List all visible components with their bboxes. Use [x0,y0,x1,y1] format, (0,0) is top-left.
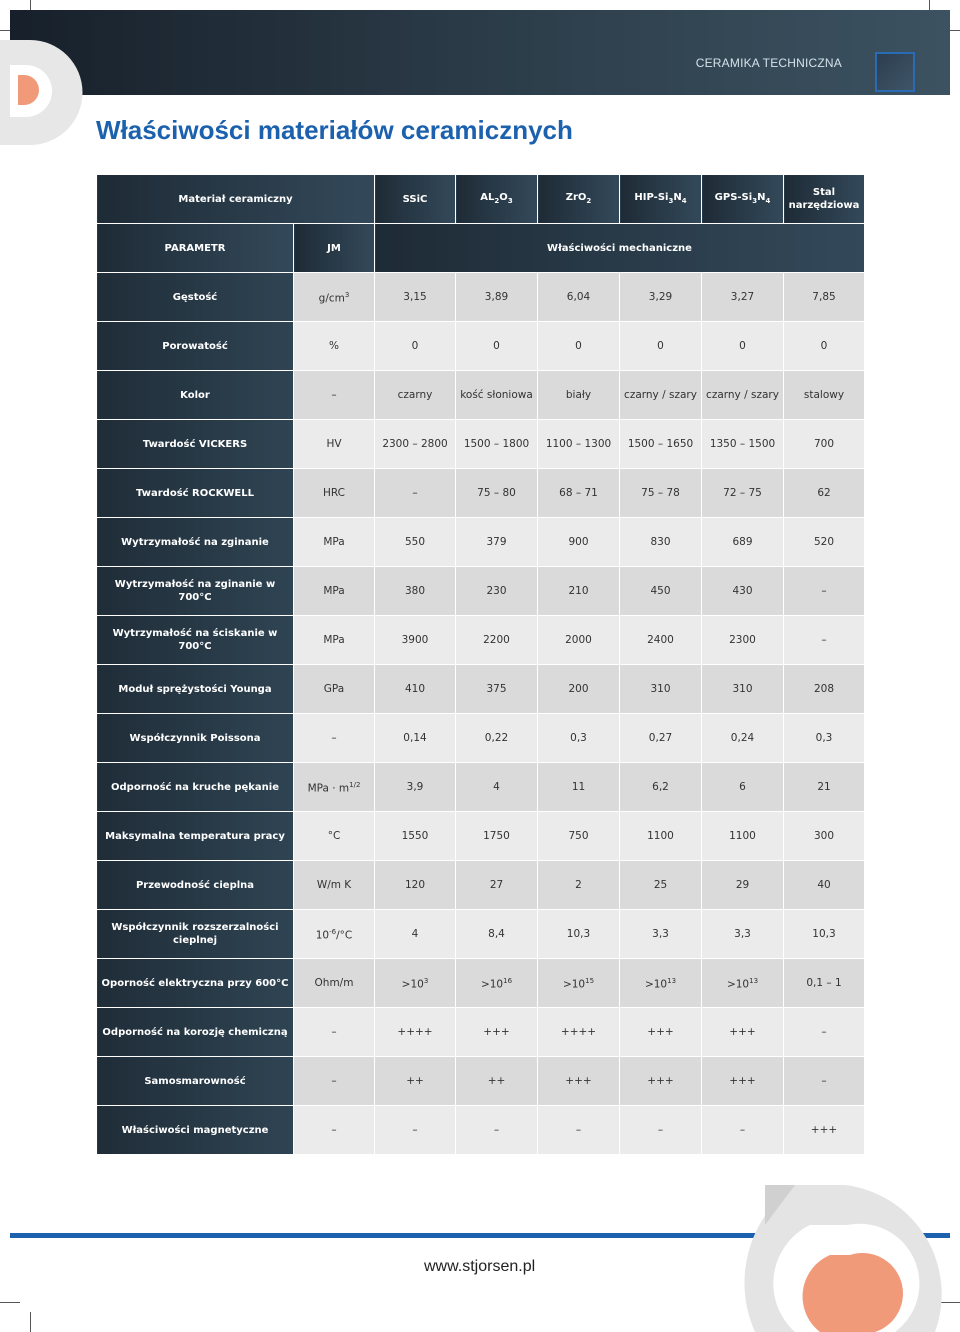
value-cell: kość słoniowa [456,371,538,420]
header-band [10,10,950,95]
value-cell: $>10^{13}$ [620,959,702,1008]
properties-table [96,174,865,1155]
value-cell: 310 [702,665,784,714]
value-cell: 27 [456,861,538,910]
property-name: Współczynnik Poissona [97,714,294,763]
value-cell: – [784,567,865,616]
value-cell: czarny [375,371,456,420]
value-cell: +++ [538,1057,620,1106]
property-name: Odporność na kruche pękanie [97,763,294,812]
value-cell: $>10^3$ [375,959,456,1008]
section-header: Właściwości mechaniczne [375,224,865,273]
value-cell: 3,29 [620,273,702,322]
table-row [97,861,865,910]
table-row [97,763,865,812]
value-cell: – [620,1106,702,1155]
table-row [97,518,865,567]
value-cell: 0,3 [784,714,865,763]
property-name: Współczynnik rozszerzalności cieplnej [97,910,294,959]
page-title: Właściwości materiałów ceramicznych [96,115,573,145]
value-cell: 1550 [375,812,456,861]
value-cell: – [702,1106,784,1155]
value-cell: 72 – 75 [702,469,784,518]
property-name: Wytrzymałość na ściskanie w 700°C [97,616,294,665]
property-name: Kolor [97,371,294,420]
value-cell: 0,14 [375,714,456,763]
material-label: Materiał ceramiczny [97,175,375,224]
table-row [97,420,865,469]
property-name: Wytrzymałość na zginanie w 700°C [97,567,294,616]
value-cell: ++ [375,1057,456,1106]
table-row [97,959,865,1008]
value-cell: – [784,616,865,665]
property-name: Wytrzymałość na zginanie [97,518,294,567]
unit-cell: – [294,714,375,763]
material-header-stal-narzedziowa: Stal narzędziowa [784,175,865,224]
table-row [97,1057,865,1106]
value-cell: $>10^{15}$ [538,959,620,1008]
value-cell: 830 [620,518,702,567]
value-cell: 0 [538,322,620,371]
unit-cell: – [294,1057,375,1106]
value-cell: 75 – 78 [620,469,702,518]
unit-cell: W/m K [294,861,375,910]
property-name: Porowatość [97,322,294,371]
value-cell: 6,04 [538,273,620,322]
value-cell: 2200 [456,616,538,665]
unit-cell: – [294,371,375,420]
header-square-icon [875,52,915,92]
value-cell: 2400 [620,616,702,665]
table-row [97,273,865,322]
value-cell: – [375,1106,456,1155]
value-cell: – [784,1008,865,1057]
value-cell: +++ [784,1106,865,1155]
value-cell: 2300 [702,616,784,665]
value-cell: 208 [784,665,865,714]
value-cell: 40 [784,861,865,910]
property-name: Przewodność cieplna [97,861,294,910]
unit-cell: % [294,322,375,371]
value-cell: 430 [702,567,784,616]
value-cell: 200 [538,665,620,714]
value-cell: +++ [702,1057,784,1106]
value-cell: +++ [702,1008,784,1057]
value-cell: ++++ [375,1008,456,1057]
brand-logo-icon [0,35,90,150]
value-cell: – [456,1106,538,1155]
value-cell: czarny / szary [702,371,784,420]
unit-cell: HV [294,420,375,469]
value-cell: +++ [620,1008,702,1057]
value-cell: 3,9 [375,763,456,812]
value-cell: 900 [538,518,620,567]
value-cell: 0,27 [620,714,702,763]
value-cell: 0 [456,322,538,371]
value-cell: 689 [702,518,784,567]
unit-cell: MPa · $m^{1/2}$ [294,763,375,812]
value-cell: 11 [538,763,620,812]
value-cell: 3900 [375,616,456,665]
value-cell: 3,3 [702,910,784,959]
table-row [97,1106,865,1155]
value-cell: 75 – 80 [456,469,538,518]
value-cell: 2 [538,861,620,910]
value-cell: 25 [620,861,702,910]
value-cell: 0,24 [702,714,784,763]
table-row [97,1008,865,1057]
table-row [97,910,865,959]
unit-cell: – [294,1008,375,1057]
property-name: Samosmarowność [97,1057,294,1106]
unit-cell: MPa [294,616,375,665]
value-cell: – [538,1106,620,1155]
value-cell: 1100 – 1300 [538,420,620,469]
value-cell: 10,3 [538,910,620,959]
value-cell: 1500 – 1650 [620,420,702,469]
value-cell: 62 [784,469,865,518]
unit-cell: – [294,1106,375,1155]
value-cell: 0,1 – 1 [784,959,865,1008]
param-header: PARAMETR [97,224,294,273]
unit-cell: $g/cm^3$ [294,273,375,322]
value-cell: 700 [784,420,865,469]
value-cell: stalowy [784,371,865,420]
value-cell: biały [538,371,620,420]
unit-cell: $10^{-6}/^\circ C$ [294,910,375,959]
unit-header: JM [294,224,375,273]
value-cell: 3,27 [702,273,784,322]
value-cell: $>10^{16}$ [456,959,538,1008]
table-row [97,714,865,763]
value-cell: 21 [784,763,865,812]
value-cell: 300 [784,812,865,861]
value-cell: 68 – 71 [538,469,620,518]
property-name: Maksymalna temperatura pracy [97,812,294,861]
value-cell: – [784,1057,865,1106]
material-header-hip-si3n4: HIP-$Si_3N_4$ [620,175,702,224]
footer-url[interactable]: www.stjorsen.pl [424,1258,536,1275]
value-cell: 8,4 [456,910,538,959]
value-cell: 29 [702,861,784,910]
value-cell: 1350 – 1500 [702,420,784,469]
property-name: Odporność na korozję chemiczną [97,1008,294,1057]
material-header-al2o3: $AL_2O_3$ [456,175,538,224]
unit-cell: °C [294,812,375,861]
value-cell: 380 [375,567,456,616]
value-cell: 520 [784,518,865,567]
value-cell: 750 [538,812,620,861]
value-cell: 450 [620,567,702,616]
value-cell: 210 [538,567,620,616]
crop-mark [0,1302,20,1303]
value-cell: 4 [456,763,538,812]
value-cell: 1100 [620,812,702,861]
value-cell: 230 [456,567,538,616]
property-name: Twardość ROCKWELL [97,469,294,518]
value-cell: ++ [456,1057,538,1106]
value-cell: +++ [620,1057,702,1106]
value-cell: 10,3 [784,910,865,959]
value-cell: czarny / szary [620,371,702,420]
value-cell: 1500 – 1800 [456,420,538,469]
value-cell: 0 [620,322,702,371]
table-row [97,812,865,861]
property-name: Moduł sprężystości Younga [97,665,294,714]
value-cell: 0,3 [538,714,620,763]
value-cell: 3,89 [456,273,538,322]
value-cell: 0 [784,322,865,371]
crop-mark [30,1312,31,1332]
value-cell: 6,2 [620,763,702,812]
value-cell: 3,3 [620,910,702,959]
unit-cell: GPa [294,665,375,714]
table-row [97,322,865,371]
property-name: Twardość VICKERS [97,420,294,469]
material-header-row [97,175,865,224]
table-row [97,567,865,616]
value-cell: 3,15 [375,273,456,322]
value-cell: 0 [375,322,456,371]
value-cell: 379 [456,518,538,567]
unit-cell: HRC [294,469,375,518]
value-cell: 410 [375,665,456,714]
section-header-row [97,224,865,273]
value-cell: 2300 – 2800 [375,420,456,469]
brand-label: CERAMIKA TECHNICZNA [695,56,842,70]
unit-cell: Ohm/m [294,959,375,1008]
table-row [97,616,865,665]
value-cell: 6 [702,763,784,812]
value-cell: – [375,469,456,518]
unit-cell: MPa [294,518,375,567]
value-cell: 1100 [702,812,784,861]
property-name: Gęstość [97,273,294,322]
table-row [97,469,865,518]
value-cell: 2000 [538,616,620,665]
value-cell: 375 [456,665,538,714]
value-cell: 4 [375,910,456,959]
material-header-zro2: ZrO$_2$ [538,175,620,224]
value-cell: 550 [375,518,456,567]
material-header-gps-si3n4: GPS-$Si_3N_4$ [702,175,784,224]
value-cell: ++++ [538,1008,620,1057]
material-header-ssic: SSiC [375,175,456,224]
table-row [97,371,865,420]
value-cell: 0,22 [456,714,538,763]
property-name: Właściwości magnetyczne [97,1106,294,1155]
value-cell: 7,85 [784,273,865,322]
value-cell: 0 [702,322,784,371]
value-cell: 120 [375,861,456,910]
property-name: Oporność elektryczna przy 600°C [97,959,294,1008]
brand-logo-large-icon [735,1185,960,1332]
value-cell: $>10^{13}$ [702,959,784,1008]
unit-cell: MPa [294,567,375,616]
table-row [97,665,865,714]
value-cell: 1750 [456,812,538,861]
value-cell: +++ [456,1008,538,1057]
value-cell: 310 [620,665,702,714]
